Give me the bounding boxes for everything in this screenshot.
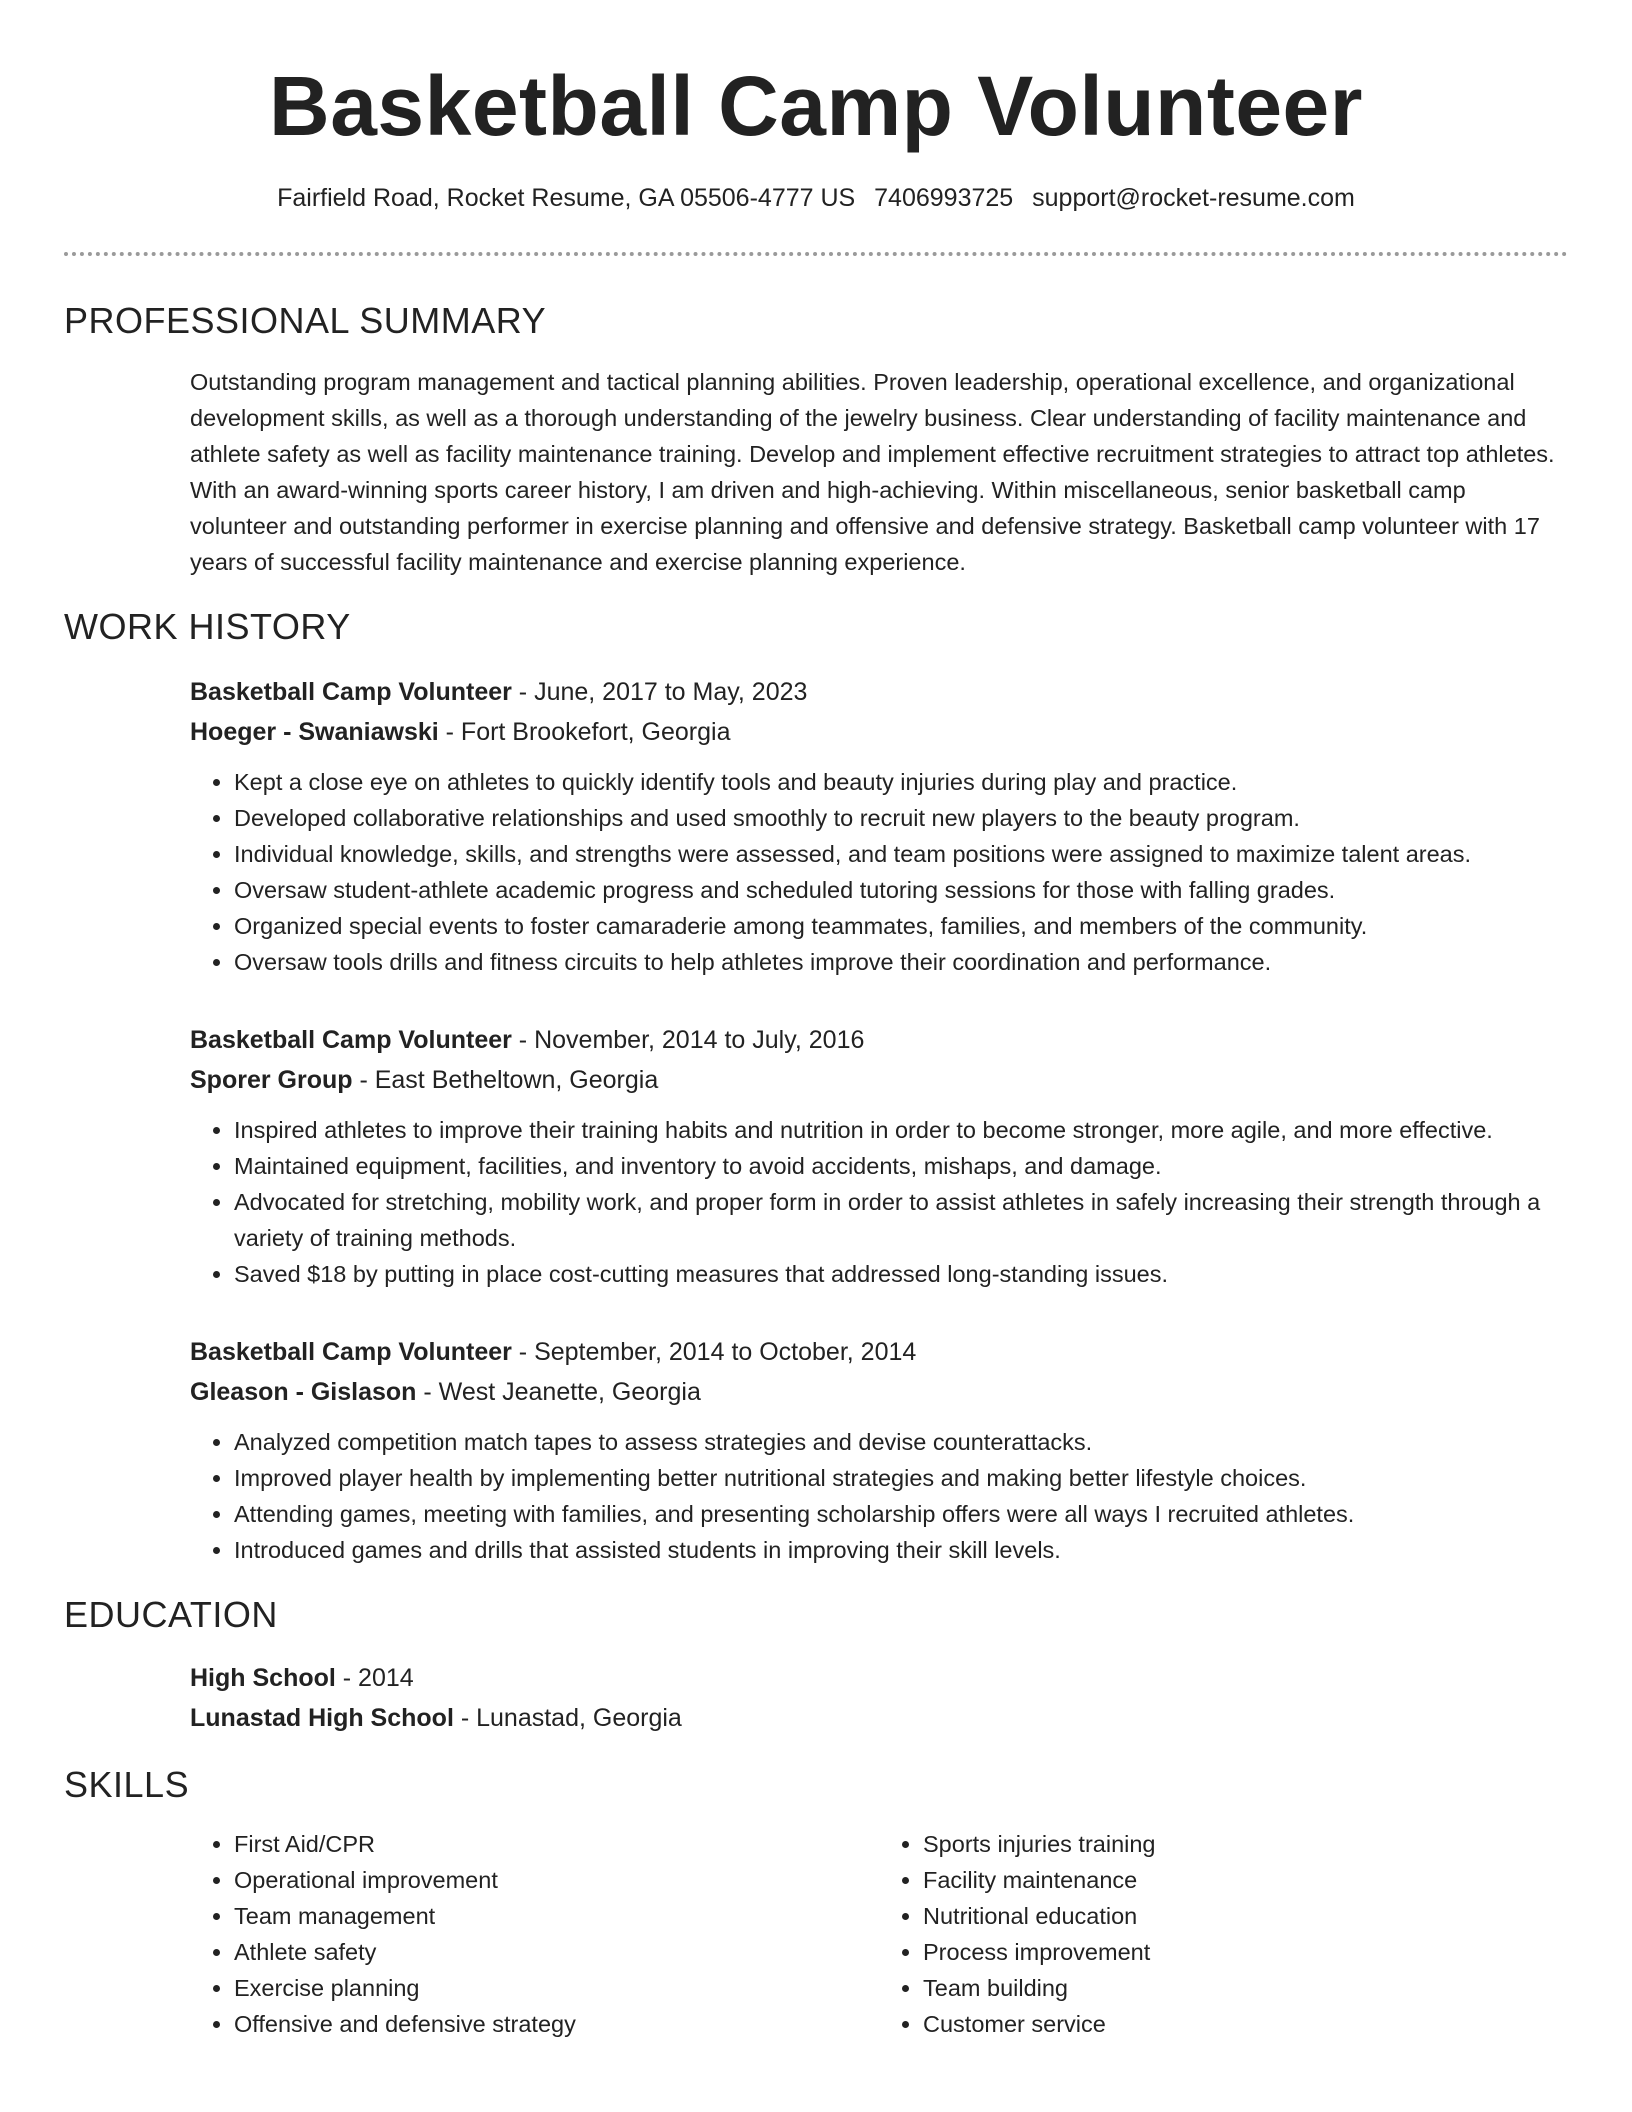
- resume-name: Basketball Camp Volunteer: [269, 59, 1363, 153]
- job-entry: [64, 672, 1568, 980]
- work-history-heading: WORK HISTORY: [64, 606, 351, 647]
- education-school-line: [190, 1698, 1568, 1738]
- job-bullet: • Inspired athletes to improve their training habits and nutrition in order to become stronger, more agile, and more effective.: [234, 1112, 1568, 1148]
- skill-item: • Operational improvement: [234, 1862, 879, 1898]
- job-role: Basketball Camp Volunteer: [190, 1338, 512, 1366]
- job-company: Hoeger - Swaniawski: [190, 718, 439, 746]
- job-dates: - November, 2014 to July, 2016: [511, 1026, 865, 1054]
- summary-section: [64, 300, 1568, 580]
- skills-heading: SKILLS: [64, 1764, 190, 1805]
- job-entry: [64, 1020, 1568, 1292]
- contact-address: Fairfield Road, Rocket Resume, GA 05506-4777 US: [277, 184, 856, 212]
- job-bullet: • Analyzed competition match tapes to assess strategies and devise counterattacks.: [234, 1424, 1568, 1460]
- job-company: Sporer Group: [190, 1066, 353, 1094]
- contact-phone: 7406993725: [874, 184, 1014, 212]
- job-bullets: [190, 1112, 1568, 1292]
- contact-line: [64, 180, 1568, 216]
- education-entry: [64, 1658, 1568, 1738]
- skill-item: • Customer service: [923, 2006, 1568, 2042]
- contact-email: support@rocket-resume.com: [1032, 184, 1355, 212]
- job-bullets: [190, 1424, 1568, 1568]
- job-bullets: [190, 764, 1568, 980]
- job-location: - Fort Brookefort, Georgia: [438, 718, 731, 746]
- skill-item: • Process improvement: [923, 1934, 1568, 1970]
- job-bullet: • Developed collaborative relationships and used smoothly to recruit new players to the beauty program.: [234, 800, 1568, 836]
- job-role: Basketball Camp Volunteer: [190, 1026, 512, 1054]
- skill-item: • Nutritional education: [923, 1898, 1568, 1934]
- job-bullet: • Kept a close eye on athletes to quickly identify tools and beauty injuries during play and practice.: [234, 764, 1568, 800]
- job-location: - East Betheltown, Georgia: [352, 1066, 659, 1094]
- header-divider: [64, 252, 1568, 256]
- job-company-line: [190, 1372, 1568, 1412]
- education-school: Lunastad High School: [190, 1704, 454, 1732]
- skill-item: • First Aid/CPR: [234, 1826, 879, 1862]
- job-bullet: • Improved player health by implementing better nutritional strategies and making better lifestyle choices.: [234, 1460, 1568, 1496]
- job-bullet: • Oversaw tools drills and fitness circuits to help athletes improve their coordination and performance.: [234, 944, 1568, 980]
- job-bullet: • Organized special events to foster camaraderie among teammates, families, and members of the community.: [234, 908, 1568, 944]
- job-dates: - September, 2014 to October, 2014: [511, 1338, 917, 1366]
- summary-text: Outstanding program management and tactical planning abilities. Proven leadership, operational excellence, and organizational development skills, as well as a thorough understanding of the jewelry business. Clear understanding of facility maintenance and athlete safety as well as facility maintenance training. Develop and implement effective recruitment strategies to attract top athletes. With an award-winning sports career history, I am driven and high-achieving. Within miscellaneous, senior basketball camp volunteer and outstanding performer in exercise planning and offensive and defensive strategy. Basketball camp volunteer with 17 years of successful facility maintenance and exercise planning experience.: [190, 369, 1555, 575]
- job-bullet: • Introduced games and drills that assisted students in improving their skill levels.: [234, 1532, 1568, 1568]
- job-entry: [64, 1332, 1568, 1568]
- job-company-line: [190, 1060, 1568, 1100]
- skills-columns: [64, 1826, 1568, 2042]
- skill-item: • Facility maintenance: [923, 1862, 1568, 1898]
- job-bullet: • Saved $18 by putting in place cost-cutting measures that addressed long-standing issues.: [234, 1256, 1568, 1292]
- job-bullet: • Attending games, meeting with families, and presenting scholarship offers were all ways I recruited athletes.: [234, 1496, 1568, 1532]
- work-history-section: [64, 606, 1568, 1568]
- education-heading: EDUCATION: [64, 1594, 278, 1635]
- skill-item: • Sports injuries training: [923, 1826, 1568, 1862]
- job-bullet: • Maintained equipment, facilities, and inventory to avoid accidents, mishaps, and damage.: [234, 1148, 1568, 1184]
- job-company: Gleason - Gislason: [190, 1378, 417, 1406]
- job-title-line: [190, 1332, 1568, 1372]
- skills-list-left: [190, 1826, 879, 2042]
- job-bullet: • Individual knowledge, skills, and strengths were assessed, and team positions were assigned to maximize talent areas.: [234, 836, 1568, 872]
- skill-item: • Offensive and defensive strategy: [234, 2006, 879, 2042]
- job-bullet: • Advocated for stretching, mobility work, and proper form in order to assist athletes in safely increasing their strength through a variety of training methods.: [234, 1184, 1568, 1256]
- job-title-line: [190, 1020, 1568, 1060]
- job-dates: - June, 2017 to May, 2023: [511, 678, 808, 706]
- job-bullet: • Oversaw student-athlete academic progress and scheduled tutoring sessions for those with falling grades.: [234, 872, 1568, 908]
- job-title-line: [190, 672, 1568, 712]
- skills-section: [64, 1764, 1568, 2042]
- skill-item: • Team building: [923, 1970, 1568, 2006]
- job-role: Basketball Camp Volunteer: [190, 678, 512, 706]
- education-location: - Lunastad, Georgia: [453, 1704, 682, 1732]
- skills-list-right: [879, 1826, 1568, 2042]
- education-degree: High School: [190, 1664, 336, 1692]
- skill-item: • Athlete safety: [234, 1934, 879, 1970]
- job-company-line: [190, 712, 1568, 752]
- skill-item: • Exercise planning: [234, 1970, 879, 2006]
- skill-item: • Team management: [234, 1898, 879, 1934]
- education-degree-line: [190, 1658, 1568, 1698]
- job-location: - West Jeanette, Georgia: [416, 1378, 701, 1406]
- education-year: - 2014: [335, 1664, 414, 1692]
- summary-heading: PROFESSIONAL SUMMARY: [64, 300, 547, 341]
- education-section: [64, 1594, 1568, 1738]
